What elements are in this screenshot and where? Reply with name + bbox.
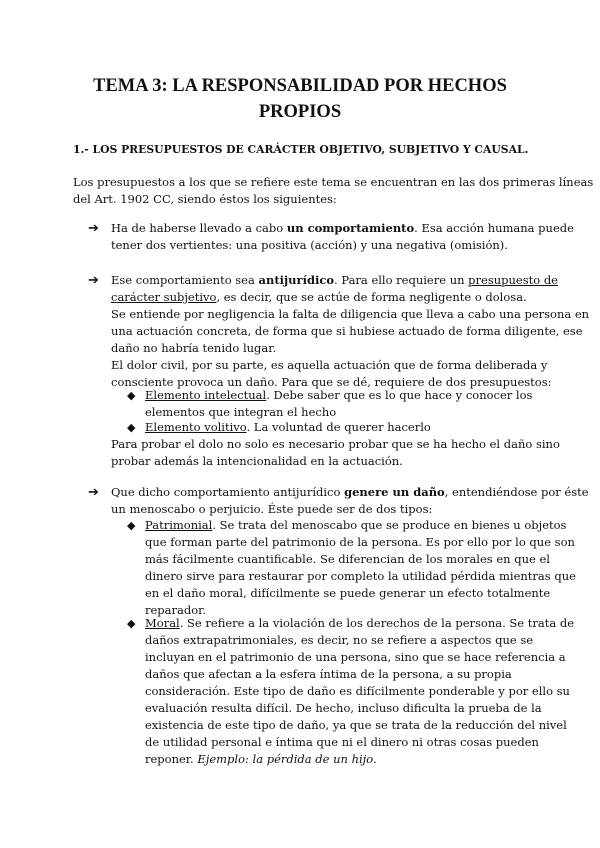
moral-example: Ejemplo: la pérdida de un hijo. <box>197 752 377 766</box>
sub2-line-1 <box>145 419 530 436</box>
bullet2-mid: . Para ello requiere un <box>334 273 469 287</box>
patrimonial-line: en el daño moral, difícilmente se puede generar un efecto totalmente <box>145 586 551 600</box>
moral-line: daños que afectan a la esfera íntima de la persona, a su propia <box>145 667 512 681</box>
bullet-antijuridico <box>111 272 590 391</box>
bullet2-conclusion <box>111 436 560 470</box>
patrimonial-line: que forman parte del patrimonio de la persona. Es por ello por lo que son <box>145 535 575 549</box>
intro-paragraph <box>73 174 594 208</box>
bullet3-bold: genere un daño <box>344 485 445 499</box>
bullet3-line-2: un menoscabo o perjuicio. Éste puede ser de dos tipos: <box>111 502 433 516</box>
bullet3-line-1 <box>111 484 589 501</box>
diamond-bullet-icon: ◆ <box>127 389 136 402</box>
patrimonial-line: más fácilmente cuantificable. Se diferencian de los morales en que el <box>145 552 550 566</box>
bullet2-end-line: probar además la intencionalidad en la actuación. <box>111 454 403 468</box>
bullet3-post: , entendiéndose por éste <box>444 485 589 499</box>
arrow-bullet-icon: ➔ <box>88 273 99 288</box>
bullet1-post: . Esa acción humana puede <box>414 221 574 235</box>
moral-line: consideración. Este tipo de daño es difícilmente ponderable y por ello su <box>145 684 570 698</box>
sub1-line-1 <box>145 387 533 404</box>
sub2-label: Elemento volitivo <box>145 420 247 434</box>
patrimonial-line: dinero sirve para restaurar por completo la utilidad pérdida mientras que <box>145 569 576 583</box>
bullet2-text-line: Se entiende por negligencia la falta de diligencia que lleva a cabo una persona en <box>111 307 590 321</box>
title-line-2: PROPIOS <box>258 102 342 122</box>
moral-label: Moral <box>145 616 180 630</box>
bullet1-line-2: tener dos vertientes: una positiva (acción) y una negativa (omisión). <box>111 238 508 252</box>
sub-bullet-elemento-volitivo <box>145 419 530 436</box>
moral-line: existencia de este tipo de daño, ya que se trata de la reducción del nivel <box>145 718 567 732</box>
sub-bullet-elemento-intelectual <box>145 387 533 421</box>
patrimonial-line-1 <box>145 517 567 534</box>
moral-last-pre: reponer. <box>145 752 198 766</box>
bullet1-line-1 <box>111 220 574 237</box>
sub1-label: Elemento intelectual <box>145 388 267 402</box>
bullet-dano <box>111 484 589 518</box>
sub2-text: . La voluntad de querer hacerlo <box>246 420 431 434</box>
moral-first: . Se refiere a la violación de los derechos de la persona. Se trata de <box>179 616 575 630</box>
bullet3-pre: Que dicho comportamiento antijurídico <box>111 485 345 499</box>
bullet1-bold: un comportamiento <box>286 221 415 235</box>
bullet2-underline-2: carácter subjetivo <box>111 290 217 304</box>
sub-bullet-moral <box>145 615 575 768</box>
moral-line: de utilidad personal e íntima que ni el dinero ni otras cosas pueden <box>145 735 539 749</box>
diamond-bullet-icon: ◆ <box>127 421 136 434</box>
bullet2-text-line: una actuación concreta, de forma que si hubiese actuado de forma diligente, ese <box>111 324 583 338</box>
moral-line-1 <box>145 615 575 632</box>
bullet2-post: , es decir, que se actúe de forma negligente o dolosa. <box>216 290 527 304</box>
sub-bullet-patrimonial <box>145 517 576 619</box>
bullet2-text-line: daño no habría tenido lugar. <box>111 341 277 355</box>
moral-line: evaluación resulta difícil. De hecho, incluso dificulta la prueba de la <box>145 701 542 715</box>
bullet-comportamiento <box>111 220 574 254</box>
diamond-bullet-icon: ◆ <box>127 519 136 532</box>
page-title <box>60 73 540 125</box>
bullet2-bold: antijurídico <box>258 273 335 287</box>
intro-line-2: del Art. 1902 CC, siendo éstos los siguientes: <box>73 192 337 206</box>
bullet2-pre: Ese comportamiento sea <box>111 273 259 287</box>
bullet1-pre: Ha de haberse llevado a cabo <box>111 221 287 235</box>
arrow-bullet-icon: ➔ <box>88 221 99 236</box>
patrimonial-label: Patrimonial <box>145 518 213 532</box>
sub1-text: . Debe saber que es lo que hace y conocer los <box>266 388 533 402</box>
bullet2-text-line: El dolor civil, por su parte, es aquella actuación que de forma deliberada y <box>111 358 548 372</box>
title-line-1: TEMA 3: LA RESPONSABILIDAD POR HECHOS <box>93 76 507 96</box>
bullet2-text-line: consciente provoca un daño. Para que se dé, requiere de dos presupuestos: <box>111 375 552 389</box>
bullet2-end-line: Para probar el dolo no solo es necesario probar que se ha hecho el daño sino <box>111 437 560 451</box>
bullet2-line-1 <box>111 272 558 289</box>
intro-line-1: Los presupuestos a los que se refiere este tema se encuentran en las dos primeras líneas <box>73 175 594 189</box>
patrimonial-line: reparador. <box>145 603 207 617</box>
moral-last-line <box>145 751 530 768</box>
arrow-bullet-icon: ➔ <box>88 485 99 500</box>
bullet2-underline-1: presupuesto de <box>468 273 558 287</box>
sub1-line-2: elementos que integran el hecho <box>145 405 337 419</box>
patrimonial-first: . Se trata del menoscabo que se produce en bienes u objetos <box>212 518 567 532</box>
moral-line: daños extrapatrimoniales, es decir, no se refiere a aspectos que se <box>145 633 534 647</box>
bullet2-line-2 <box>111 289 531 306</box>
moral-line: incluyan en el patrimonio de una persona, sino que se hace referencia a <box>145 650 566 664</box>
diamond-bullet-icon: ◆ <box>127 617 136 630</box>
section-heading: 1.- LOS PRESUPUESTOS DE CARÁCTER OBJETIVO, SUBJETIVO Y CAUSAL. <box>73 143 529 156</box>
